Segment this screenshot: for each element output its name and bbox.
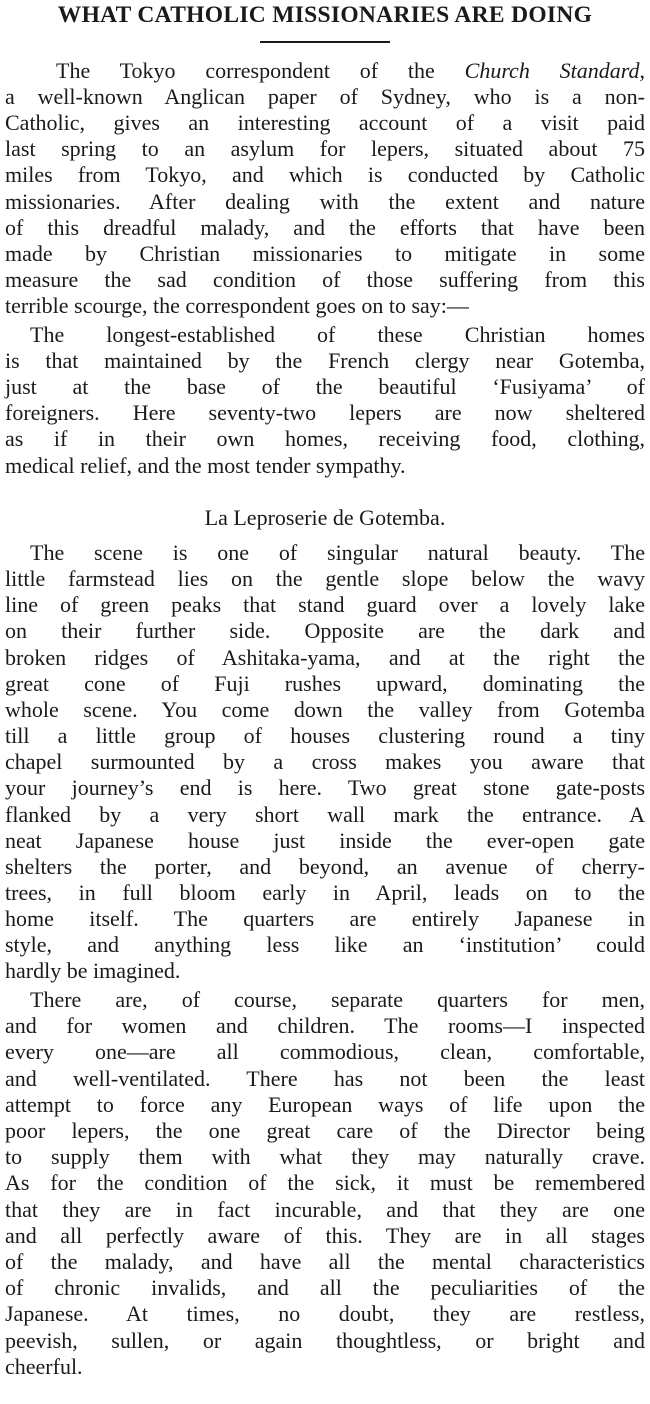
paragraph-line: missionaries. After dealing with the extent and nature xyxy=(5,188,645,214)
paragraph-line: flanked by a very short wall mark the entrance. A xyxy=(5,801,645,827)
paragraph-line: that they are in fact incurable, and that they are one xyxy=(5,1196,645,1222)
paragraph-line: of the malady, and have all the mental characteristics xyxy=(5,1249,645,1274)
paragraph-line: home itself. The quarters are entirely Japanese in xyxy=(5,906,645,932)
paragraph-line: chapel surmounted by a cross makes you aware that xyxy=(5,749,645,775)
paragraph-line: The Tokyo correspondent of the Church Standard, xyxy=(56,58,646,83)
publication-title: Church Standard xyxy=(464,58,640,83)
paragraph-line: As for the condition of the sick, it must be remembered xyxy=(5,1170,645,1196)
paragraph-line: made by Christian missionaries to mitigate in some xyxy=(5,240,645,266)
paragraph-line: and all perfectly aware of this. They are in all stages xyxy=(5,1222,645,1248)
paragraph-line: is that maintained by the French clergy near Gotemba, xyxy=(5,348,645,374)
paragraph-line: Japanese. At times, no doubt, they are restless, xyxy=(5,1301,645,1327)
paragraph-line: whole scene. You come down the valley from Gotemba xyxy=(5,696,645,722)
paragraph-line: The longest-established of these Christian homes xyxy=(30,322,645,347)
paragraph-line: your journey’s end is here. Two great stone gate-posts xyxy=(5,775,645,801)
paragraph-line: of this dreadful malady, and the efforts that have been xyxy=(5,214,645,240)
headline-rule xyxy=(260,41,390,43)
paragraph-line: Catholic, gives an interesting account of a visit paid xyxy=(5,110,645,136)
paragraph-line: attempt to force any European ways of life upon the xyxy=(5,1091,645,1117)
article-headline: WHAT CATHOLIC MISSIONARIES ARE DOING xyxy=(57,2,593,28)
paragraph-line: till a little group of houses clustering round a tiny xyxy=(5,723,645,749)
paragraph-line: peevish, sullen, or again thoughtless, or bright and xyxy=(5,1327,645,1353)
paragraph-line: terrible scourge, the correspondent goes on to say:— xyxy=(5,292,469,318)
paragraph-line: The scene is one of singular natural beauty. The xyxy=(30,540,645,565)
paragraph-line: medical relief, and the most tender sympathy. xyxy=(5,452,406,478)
paragraph-line: poor lepers, the one great care of the Director being xyxy=(5,1118,645,1143)
paragraph-line: style, and anything less like an ‘institution’ could xyxy=(5,932,645,958)
section-subheading: La Leproserie de Gotemba. xyxy=(204,505,446,530)
paragraph-line: There are, of course, separate quarters for men, xyxy=(30,987,645,1012)
paragraph-line: last spring to an asylum for lepers, situated about 75 xyxy=(5,136,645,162)
paragraph-line: miles from Tokyo, and which is conducted by Catholic xyxy=(5,162,645,188)
paragraph-line: a well-known Anglican paper of Sydney, who is a non- xyxy=(5,84,645,110)
paragraph-line: of chronic invalids, and all the peculiarities of the xyxy=(5,1275,645,1301)
paragraph-line: as if in their own homes, receiving food, clothing, xyxy=(5,426,645,452)
paragraph-line: measure the sad condition of those suffering from this xyxy=(5,266,645,292)
paragraph-line: and well-ventilated. There has not been the least xyxy=(5,1065,645,1091)
paragraph-line: shelters the porter, and beyond, an avenue of cherry- xyxy=(5,853,645,879)
paragraph-line: on their further side. Opposite are the dark and xyxy=(5,618,645,644)
paragraph-line: broken ridges of Ashitaka-yama, and at the right the xyxy=(5,644,645,670)
paragraph-line: neat Japanese house just inside the ever-open gate xyxy=(5,827,645,853)
paragraph-line: great cone of Fuji rushes upward, dominating the xyxy=(5,670,645,696)
paragraph-line: just at the base of the beautiful ‘Fusiyama’ of xyxy=(5,374,645,400)
paragraph-line: every one—are all commodious, clean, comfortable, xyxy=(5,1039,645,1065)
paragraph-line: cheerful. xyxy=(5,1353,83,1379)
paragraph-line: and for women and children. The rooms—I inspected xyxy=(5,1013,645,1039)
paragraph-line: trees, in full bloom early in April, leads on to the xyxy=(5,879,645,905)
paragraph-line: foreigners. Here seventy-two lepers are now sheltered xyxy=(5,400,645,426)
paragraph-line: line of green peaks that stand guard over a lovely lake xyxy=(5,592,645,618)
paragraph-line: little farmstead lies on the gentle slope below the wavy xyxy=(5,566,645,592)
paragraph-line: to supply them with what they may naturally crave. xyxy=(5,1144,645,1170)
paragraph-line: hardly be imagined. xyxy=(5,958,181,984)
